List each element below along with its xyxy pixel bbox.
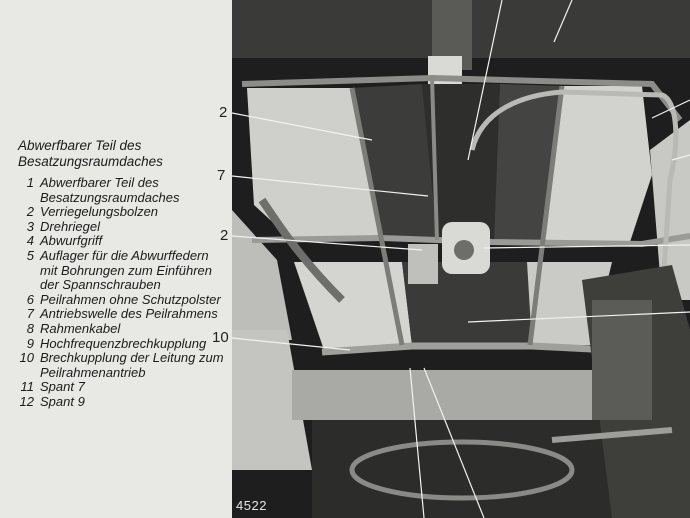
bulkhead-frame: [292, 370, 632, 420]
legend-item: [6, 234, 228, 249]
legend-text: Brechkupplung der Leitung zum Peilrahmenantrieb: [40, 350, 224, 380]
legend-text: Rahmenkabel: [40, 320, 121, 336]
legend-item: [6, 176, 228, 205]
legend-number: 7: [26, 306, 34, 322]
legend-panel: [0, 0, 232, 518]
legend-number: 12: [19, 393, 34, 409]
legend-text: Peilrahmen ohne Schutzpolster: [40, 291, 221, 307]
legend-text: Spant 7: [40, 379, 85, 395]
caption-title: Abwerfbarer Teil des Besatzungsraumdaches: [18, 138, 163, 169]
legend-number: 10: [19, 350, 34, 366]
legend-number: 3: [26, 218, 34, 234]
legend-text: Abwerfbarer Teil des Besatzungsraumdaches: [40, 175, 180, 205]
legend-number: 4: [26, 233, 34, 249]
legend-item: [6, 380, 228, 395]
roof-illustration: [232, 0, 690, 518]
legend-number: 6: [26, 291, 34, 307]
legend-item: [6, 220, 228, 235]
equipment-box: [592, 300, 652, 420]
legend-text: Antriebswelle des Peilrahmens: [40, 306, 218, 322]
legend-list: [6, 176, 228, 410]
legend-item: [6, 337, 228, 352]
legend-text: Hochfrequenzbrechkupplung: [40, 335, 207, 351]
lower-cabin: [312, 420, 612, 518]
legend-item: [6, 395, 228, 410]
callout-number: 2: [219, 104, 228, 121]
legend-number: 1: [26, 175, 34, 190]
legend-number: 9: [26, 335, 34, 351]
legend-text: Auflager für die Abwurffedern mit Bohrungen zum Einführen der Spannschrauben: [40, 247, 212, 293]
legend-item: [6, 351, 228, 380]
callout-number: 10: [212, 329, 229, 346]
legend-item: [6, 249, 228, 293]
legend-number: 5: [26, 247, 34, 263]
legend-text: Abwurfgriff: [40, 233, 103, 249]
coupling-box: [408, 244, 438, 284]
legend-text: Verriegelungsbolzen: [40, 204, 159, 220]
legend-number: 8: [26, 320, 34, 336]
motor-hub: [454, 240, 474, 260]
legend-text: Drehriegel: [40, 218, 100, 234]
legend-item: [6, 205, 228, 220]
cockpit-roof-photo: [232, 0, 690, 518]
callout-number: 2: [220, 227, 229, 244]
legend-number: 2: [26, 204, 34, 220]
legend-item: [6, 293, 228, 308]
legend-item: [6, 322, 228, 337]
photo-code: 4522: [236, 498, 267, 513]
legend-item: [6, 307, 228, 322]
legend-number: 11: [20, 379, 34, 395]
callout-number: 7: [217, 167, 226, 184]
legend-text: Spant 9: [40, 393, 85, 409]
